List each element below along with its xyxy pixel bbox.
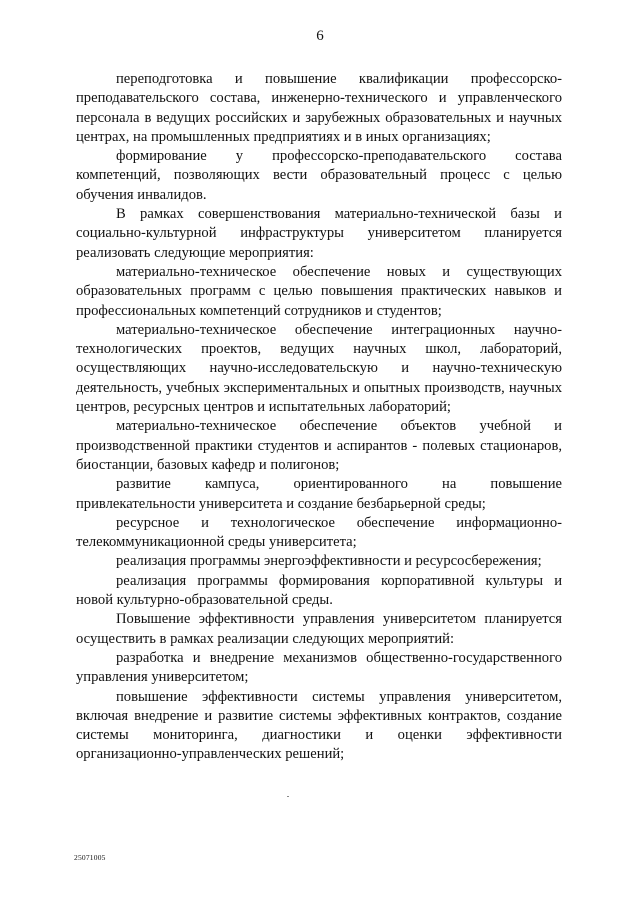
paragraph-management-efficiency: повышение эффективности системы управления университетом, включая внедрение и развитие системы эффективных контрактов, создание системы мониторинга, диагностики и оценки эффективности организационно-управленческих решений; xyxy=(76,688,562,763)
paragraph-telecom-environment: ресурсное и технологическое обеспечение информационно-телекоммуникационной среды университета; xyxy=(76,514,562,551)
footer-document-code: 25071005 xyxy=(74,853,106,862)
scan-speck xyxy=(287,796,289,797)
page-number: 6 xyxy=(316,28,324,44)
paragraph-campus-development: развитие кампуса, ориентированного на повышение привлекательности университета и создание безбарьерной среды; xyxy=(76,476,562,512)
document-body xyxy=(76,70,562,765)
paragraph-practice-facilities: материально-техническое обеспечение объектов учебной и производственной практики студентов и аспирантов - полевых стационаров, биостанции, базовых кафедр и полигонов; xyxy=(76,418,562,473)
paragraph-integration-projects: материально-техническое обеспечение интеграционных научно-технологических проектов, ведущих научных школ, лабораторий, осуществляющих научно-исследовательскую и научно-техническую деятельность, учебных экспериментальных и опытных производств, научных центров, ресурсных центров и испытательных лабораторий; xyxy=(76,321,562,416)
paragraph-corporate-culture: реализация программы формирования корпоративной культуры и новой культурно-образовательной среды. xyxy=(76,572,562,609)
paragraph-retraining: переподготовка и повышение квалификации профессорско-преподавательского состава, инженерно-технического и управленческого персонала в ведущих российских и зарубежных образовательных и научных центрах, на промышленных предприятиях и в иных организациях; xyxy=(76,71,562,145)
paragraph-disability-competencies: формирование у профессорско-преподавательского состава компетенций, позволяющих вести образовательный процесс с целью обучения инвалидов. xyxy=(76,148,562,203)
paragraph-energy-efficiency: реализация программы энергоэффективности и ресурсосбережения; xyxy=(116,553,542,570)
paragraph-educational-programs: материально-техническое обеспечение новых и существующих образовательных программ с целью повышения практических навыков и профессиональных компетенций сотрудников и студентов; xyxy=(76,263,562,319)
paragraph-management-intro: Повышение эффективности управления университетом планируется осуществить в рамках реализации следующих мероприятий: xyxy=(76,611,562,647)
paragraph-governance-mechanisms: разработка и внедрение механизмов общественно-государственного управления университетом; xyxy=(76,649,562,686)
paragraph-infrastructure-intro: В рамках совершенствования материально-технической базы и социально-культурной инфраструктуры университетом планируется реализовать следующие мероприятия: xyxy=(76,206,562,261)
